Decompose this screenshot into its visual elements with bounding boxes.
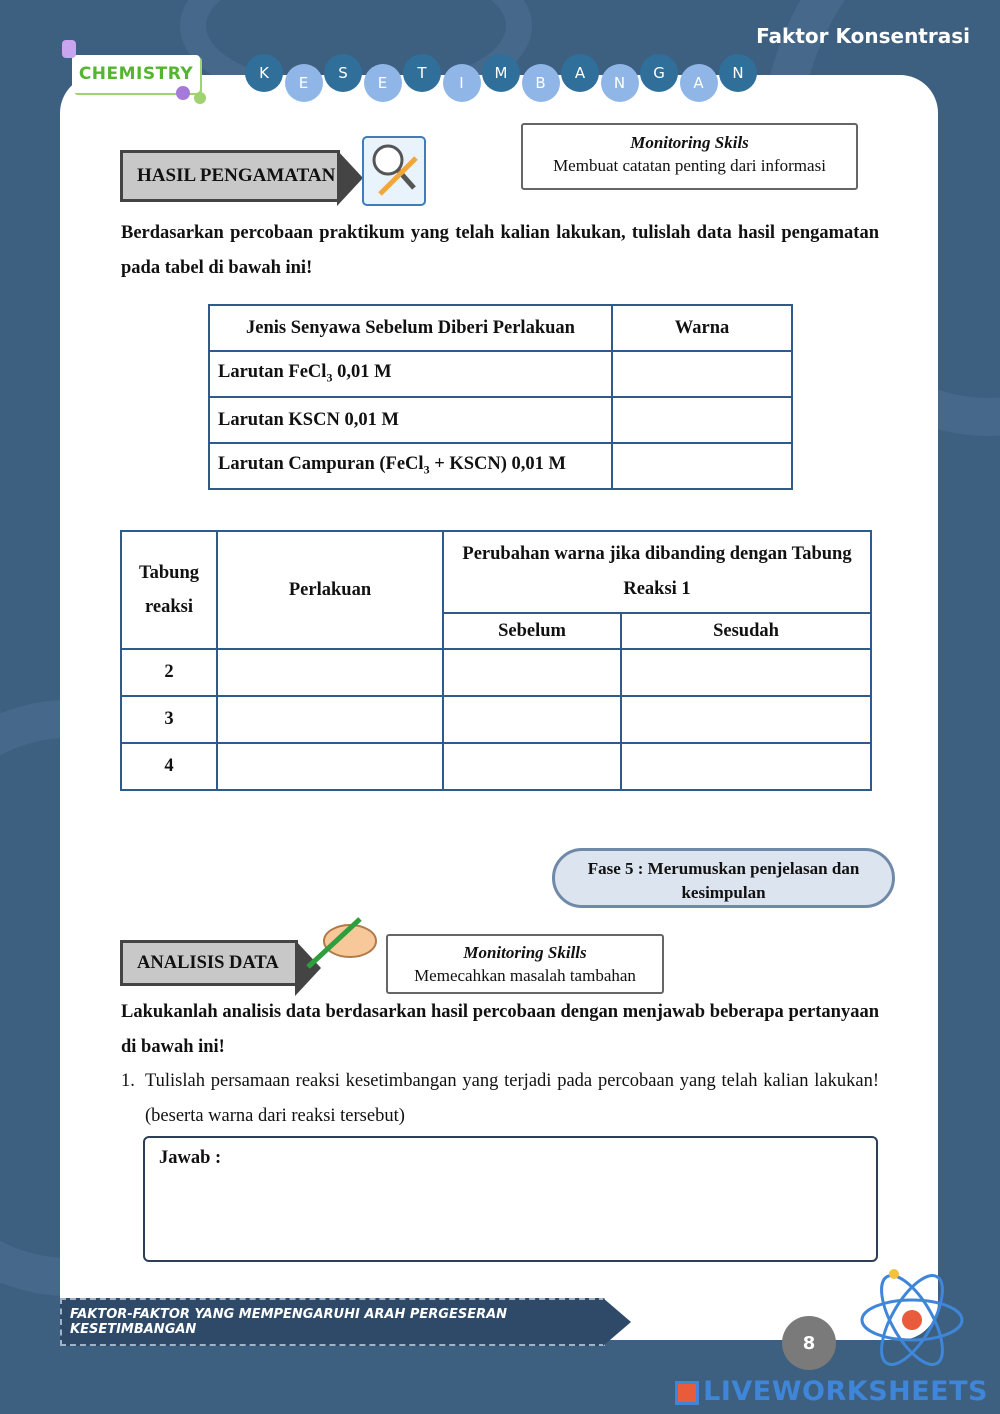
- title-letter: N: [601, 64, 639, 102]
- monitoring-title: Monitoring Skils: [630, 133, 749, 152]
- atom-icon: [852, 1262, 972, 1372]
- answer-box[interactable]: [143, 1136, 878, 1262]
- table-header: Perlakuan: [217, 531, 443, 649]
- molecule-icon: [176, 86, 190, 100]
- watermark-text: LIVEWORKSHEETS: [703, 1376, 988, 1407]
- color-input-cell[interactable]: [612, 443, 792, 489]
- before-input-cell[interactable]: [443, 649, 621, 696]
- section-tag-observation: [120, 150, 340, 202]
- answer-label: Jawab :: [159, 1148, 222, 1168]
- section-tag-label: ANALISIS DATA: [137, 952, 279, 973]
- table-header: Jenis Senyawa Sebelum Diberi Perlakuan: [209, 305, 612, 351]
- writing-hand-icon: [300, 915, 380, 975]
- magnifier-icon: [362, 136, 426, 206]
- title-letter: N: [719, 54, 757, 92]
- treatment-table: [120, 530, 872, 791]
- flask-icon: [62, 40, 76, 58]
- footer-banner-text: FAKTOR-FAKTOR YANG MEMPENGARUHI ARAH PERGESERAN KESETIMBANGAN: [70, 1307, 508, 1337]
- title-letter: K: [245, 54, 283, 92]
- title-letter: T: [403, 54, 441, 92]
- question-item: [121, 1064, 879, 1134]
- treatment-input-cell[interactable]: [217, 696, 443, 743]
- title-letter: B: [522, 64, 560, 102]
- phase-badge: Fase 5 : Merumuskan penjelasan dan kesimpulan: [552, 848, 895, 908]
- tube-number: 4: [121, 743, 217, 790]
- monitoring-text: Memecahkan masalah tambahan: [414, 966, 636, 985]
- logo-mark: [675, 1381, 699, 1405]
- table-row: [121, 743, 871, 790]
- table-header: Warna: [612, 305, 792, 351]
- title-letter: M: [482, 54, 520, 92]
- topic-title: Faktor Konsentrasi: [756, 24, 970, 48]
- after-input-cell[interactable]: [621, 743, 871, 790]
- section-tag-label: HASIL PENGAMATAN: [137, 165, 336, 186]
- after-input-cell[interactable]: [621, 696, 871, 743]
- table-header: Tabung reaksi: [121, 531, 217, 649]
- table-row: [121, 696, 871, 743]
- monitoring-box-analysis: [386, 934, 664, 994]
- tube-number: 2: [121, 649, 217, 696]
- analysis-instruction: Lakukanlah analisis data berdasarkan hasil percobaan dengan menjawab beberapa pertanyaan di bawah ini!: [121, 1002, 879, 1057]
- table-row: [209, 351, 792, 397]
- table-header: Sesudah: [621, 613, 871, 649]
- question-text: Tulislah persamaan reaksi kesetimbangan yang terjadi pada percobaan yang telah kalian lakukan! (beserta warna dari reaksi tersebut): [145, 1071, 879, 1126]
- monitoring-text: Membuat catatan penting dari informasi: [553, 156, 826, 175]
- observation-instruction: Berdasarkan percobaan praktikum yang telah kalian lakukan, tulislah data hasil pengamatan pada tabel di bawah ini!: [121, 223, 879, 278]
- table-row: [209, 397, 792, 443]
- compound-cell: Larutan Campuran (FeCl$_3$ + KSCN) 0,01 M: [209, 443, 612, 489]
- before-input-cell[interactable]: [443, 696, 621, 743]
- section-tag-analysis: [120, 940, 298, 986]
- molecule-icon: [194, 92, 206, 104]
- after-input-cell[interactable]: [621, 649, 871, 696]
- question-number: 1.: [121, 1071, 135, 1091]
- color-input-cell[interactable]: [612, 351, 792, 397]
- footer-banner: [60, 1298, 605, 1346]
- title-letters: [245, 54, 765, 104]
- before-input-cell[interactable]: [443, 743, 621, 790]
- table-header: Perubahan warna jika dibanding dengan Tabung Reaksi 1: [443, 531, 871, 613]
- title-letter: A: [680, 64, 718, 102]
- monitoring-title: Monitoring Skills: [463, 943, 587, 962]
- title-letter: E: [285, 64, 323, 102]
- treatment-input-cell[interactable]: [217, 743, 443, 790]
- color-input-cell[interactable]: [612, 397, 792, 443]
- monitoring-box-observation: [521, 123, 858, 190]
- title-letter: A: [561, 54, 599, 92]
- table-row: [121, 649, 871, 696]
- title-letter: E: [364, 64, 402, 102]
- tube-number: 3: [121, 696, 217, 743]
- page-number: 8: [782, 1316, 836, 1370]
- table-header: Sebelum: [443, 613, 621, 649]
- title-letter: S: [324, 54, 362, 92]
- title-letter: I: [443, 64, 481, 102]
- compound-cell: Larutan KSCN 0,01 M: [209, 397, 612, 443]
- brand-label: CHEMISTRY: [78, 64, 194, 84]
- liveworksheets-logo: [675, 1376, 988, 1407]
- title-letter: G: [640, 54, 678, 92]
- compound-color-table: [208, 304, 793, 490]
- compound-cell: Larutan FeCl$_3$ 0,01 M: [209, 351, 612, 397]
- table-row: [209, 443, 792, 489]
- treatment-input-cell[interactable]: [217, 649, 443, 696]
